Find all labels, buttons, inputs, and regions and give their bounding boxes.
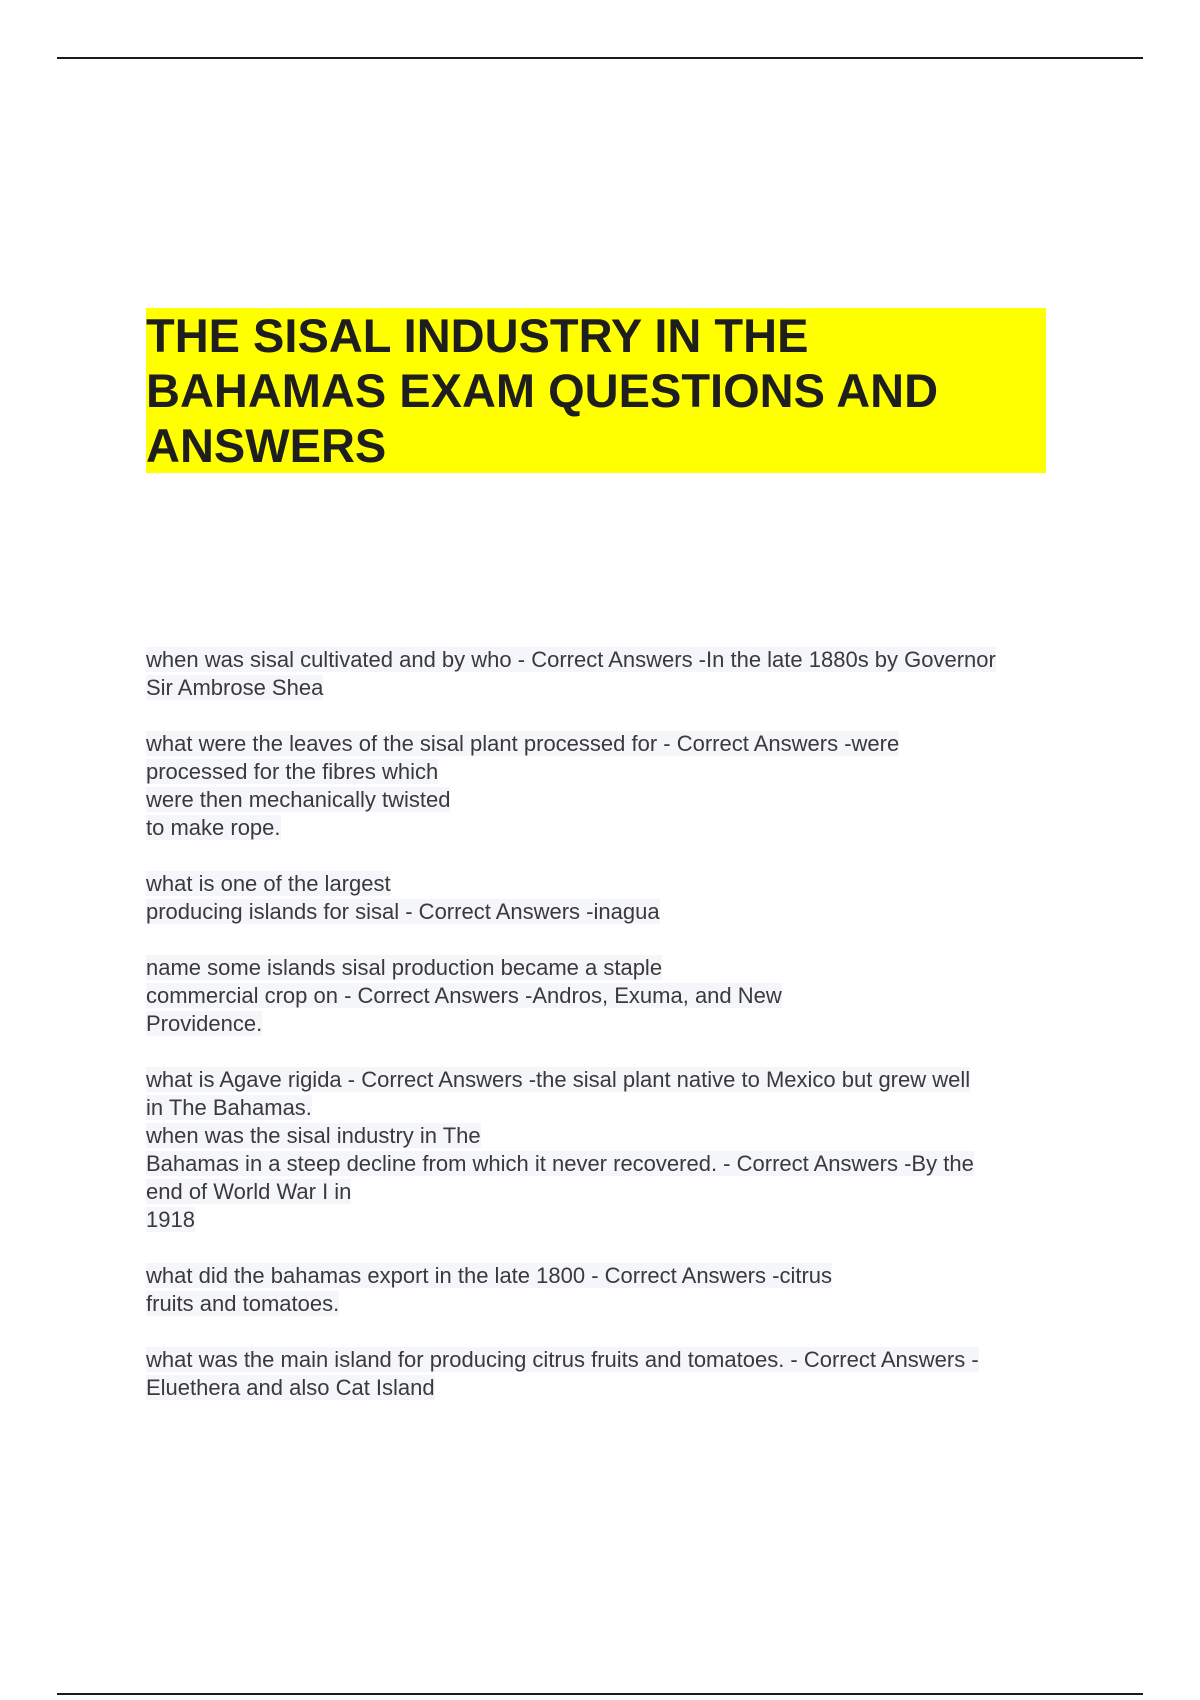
qa-line: Bahamas in a steep decline from which it never recovered. - Correct Answers -By the (146, 1151, 974, 1176)
qa-line: to make rope. (146, 815, 281, 840)
qa-line: what did the bahamas export in the late 1800 - Correct Answers -citrus (146, 1263, 833, 1288)
qa-line: what was the main island for producing citrus fruits and tomatoes. - Correct Answers - (146, 1347, 979, 1372)
qa-item (146, 730, 1086, 842)
qa-line: Sir Ambrose Shea (146, 675, 324, 700)
qa-line: Providence. (146, 1011, 263, 1036)
qa-line: processed for the fibres which (146, 759, 439, 784)
title-line: THE SISAL INDUSTRY IN THE (146, 308, 1046, 363)
qa-line: when was sisal cultivated and by who - Correct Answers -In the late 1880s by Governor (146, 647, 996, 672)
qa-line: name some islands sisal production became a staple (146, 955, 663, 980)
qa-line: 1918 (146, 1207, 195, 1232)
qa-line: when was the sisal industry in The (146, 1123, 481, 1148)
title-line: BAHAMAS EXAM QUESTIONS AND (146, 363, 1046, 418)
qa-line: producing islands for sisal - Correct Answers -inagua (146, 899, 660, 924)
qa-item (146, 1346, 1086, 1402)
qa-line: end of World War I in (146, 1179, 352, 1204)
qa-line: were then mechanically twisted (146, 787, 451, 812)
qa-item (146, 646, 1086, 702)
qa-line: fruits and tomatoes. (146, 1291, 340, 1316)
qa-list (146, 646, 1086, 1430)
qa-line: what is one of the largest (146, 871, 391, 896)
footer-rule (57, 1693, 1143, 1695)
document-title (146, 308, 1046, 473)
qa-line: what were the leaves of the sisal plant processed for - Correct Answers -were (146, 731, 900, 756)
qa-line: Eluethera and also Cat Island (146, 1375, 435, 1400)
qa-line: what is Agave rigida - Correct Answers -the sisal plant native to Mexico but grew well (146, 1067, 971, 1092)
title-line: ANSWERS (146, 418, 1046, 473)
qa-item (146, 870, 1086, 926)
qa-line: in The Bahamas. (146, 1095, 312, 1120)
qa-item (146, 1262, 1086, 1318)
qa-item (146, 954, 1086, 1038)
header-rule (57, 57, 1143, 59)
qa-line: commercial crop on - Correct Answers -Andros, Exuma, and New (146, 983, 782, 1008)
qa-item (146, 1066, 1086, 1234)
